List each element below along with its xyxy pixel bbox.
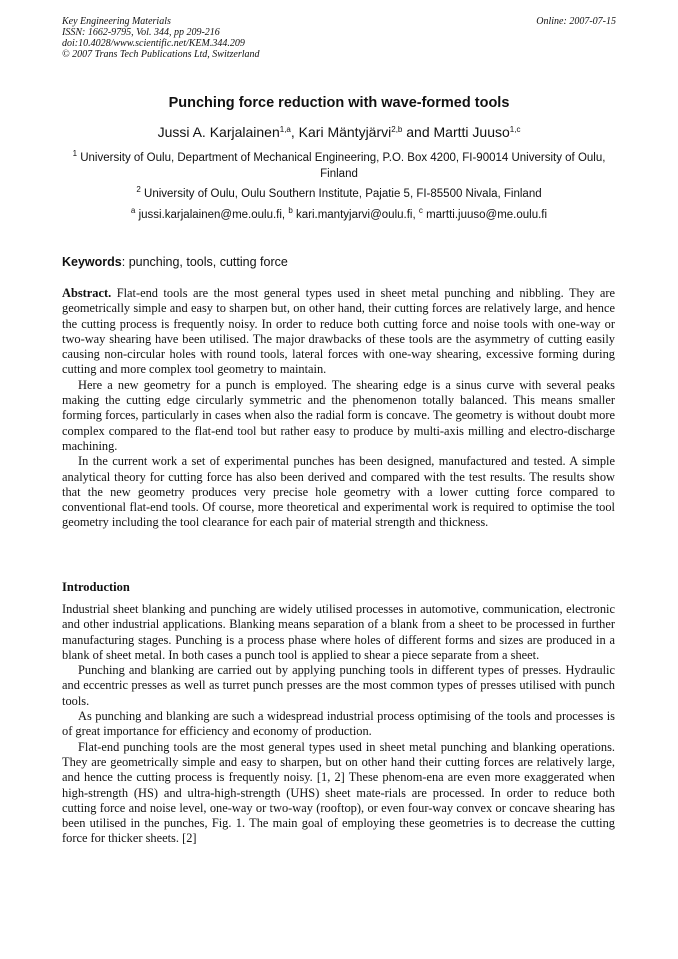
email-a: jussi.karjalainen@me.oulu.fi,	[138, 209, 286, 221]
keywords-text: : punching, tools, cutting force	[121, 255, 288, 269]
email-b-sup: b	[288, 206, 293, 215]
email-line	[62, 207, 616, 223]
journal-header	[62, 16, 616, 60]
affiliation-1-sup: 1	[72, 149, 78, 158]
author-3-sup: 1,c	[509, 125, 521, 134]
intro-paragraph-4: Flat-end punching tools are the most general types used in sheet metal punching and blanking operations. They are geometrically simple and easy to sharpen, but on other hand their cutting forces are relatively large, and hence the cutting process is frequently noisy. [1, 2] These phenom-ena are even more exaggerated when high-strength (HS) and ultra-high-strength (UHS) sheet mate-rials are processed. In order to reduce both cutting force and noise level, one-way or two-way (rooftop), or even four-way convex or concave shearing has been utilised in the punches, Fig. 1. The main goal of employing these geometries is to decrease the cutting force for thicker sheets. [2]	[62, 739, 615, 846]
affiliation-2-text: University of Oulu, Oulu Southern Institute, Pajatie 5, FI-85500 Nivala, Finland	[144, 188, 542, 200]
author-and: and	[406, 124, 430, 140]
abstract-label: Abstract.	[62, 286, 112, 300]
journal-name: Key Engineering Materials	[62, 16, 171, 27]
intro-paragraph-3: As punching and blanking are such a widespread industrial process optimising of the tools and processes is of great importance for efficiency and economy of production.	[62, 709, 615, 739]
intro-paragraph-2: Punching and blanking are carried out by applying punching tools in different types of presses. Hydraulic and eccentric presses as well as turret punch presses are the most common types of presses utilised with punch tools.	[62, 663, 615, 708]
intro-paragraph-1: Industrial sheet blanking and punching are widely utilised processes in automotive, communication, electronic and other industrial applications. Blanking means separation of a blank from a sheet to be processed in further manufacturing stages. Punching is a process phase where holes of different forms and sizes are produced in a blank of sheet metal. In both cases a punch tool is applied to shear a piece separate from a sheet.	[62, 602, 615, 662]
doi-line: doi:10.4028/www.scientific.net/KEM.344.209	[62, 38, 245, 49]
email-c: martti.juuso@me.oulu.fi	[426, 209, 548, 221]
abstract-paragraph-3: In the current work a set of experimental punches has been designed, manufactured and tested. A simple analytical theory for cutting force has also been derived and compared with the test results. The results show that the new geometry produces very precise hole geometry with a lower cutting force compared to conventional flat-end tools. Of course, more theoretical and experimental work is required to optimise the tool geometry including the tool clearance for each pair of material strength and thickness.	[62, 454, 615, 530]
affiliation-1	[62, 150, 616, 182]
author-3: Martti Juuso	[433, 124, 510, 140]
issn-line: ISSN: 1662-9795, Vol. 344, pp 209-216	[62, 27, 220, 38]
author-2: Kari Mäntyjärvi	[298, 124, 392, 140]
copyright-line: © 2007 Trans Tech Publications Ltd, Switzerland	[62, 49, 260, 60]
abstract-paragraph-1	[62, 286, 615, 378]
keywords	[62, 255, 288, 269]
affiliation-1-text: University of Oulu, Department of Mechanical Engineering, P.O. Box 4200, FI-90014 University of Oulu, Finland	[80, 152, 606, 180]
abstract-paragraph-2: Here a new geometry for a punch is employed. The shearing edge is a sinus curve with several peaks making the cutting edge circularly symmetric and the phenomenon totally balanced. This means smaller forming forces, particularly in cases when also the radial form is concave. The geometry is without doubt more complex compared to the flat-end tool but rather easy to produce by multi-axis milling and electro-discharge machining.	[62, 377, 615, 453]
introduction-section	[62, 602, 615, 847]
author-list: Jussi A. Karjalainen$^{1,a}$, Kari Mäntyjärvi$^{2,b}$ and Martti Juuso$^{1,c}$	[157, 124, 521, 140]
email-c-sup: c	[418, 206, 423, 215]
paper-title: Punching force reduction with wave-formed tools	[168, 95, 510, 111]
author-1: Jussi A. Karjalainen	[157, 124, 280, 140]
online-date: Online: 2007-07-15	[536, 16, 616, 27]
affiliation-2-sup: 2	[136, 185, 141, 194]
abstract-section	[62, 286, 615, 531]
abstract-p1-text: Flat-end tools are the most general types used in sheet metal punching and nibbling. They are geometrically simple and easy to sharpen but, on other hand, their cutting forces are relatively large, and hence the cutting process is frequently noisy. In order to reduce both cutting force and noise tools with one-way or two-way shearing have been utilised. The major drawbacks of these tools are the asymmetry of cutting easily causing non-circular holes with round tools, lateral forces with one-way shearing, excessive forming during cutting and more complex tool geometry to maintain.	[62, 286, 615, 377]
email-a-sup: a	[130, 206, 136, 215]
author-2-sup: 2,b	[391, 125, 403, 134]
author-1-sup: 1,a	[279, 125, 291, 134]
email-b: kari.mantyjarvi@oulu.fi,	[295, 209, 416, 221]
introduction-heading: Introduction	[62, 580, 130, 594]
affiliation-2	[62, 186, 616, 202]
keywords-label: Keywords	[62, 255, 122, 269]
